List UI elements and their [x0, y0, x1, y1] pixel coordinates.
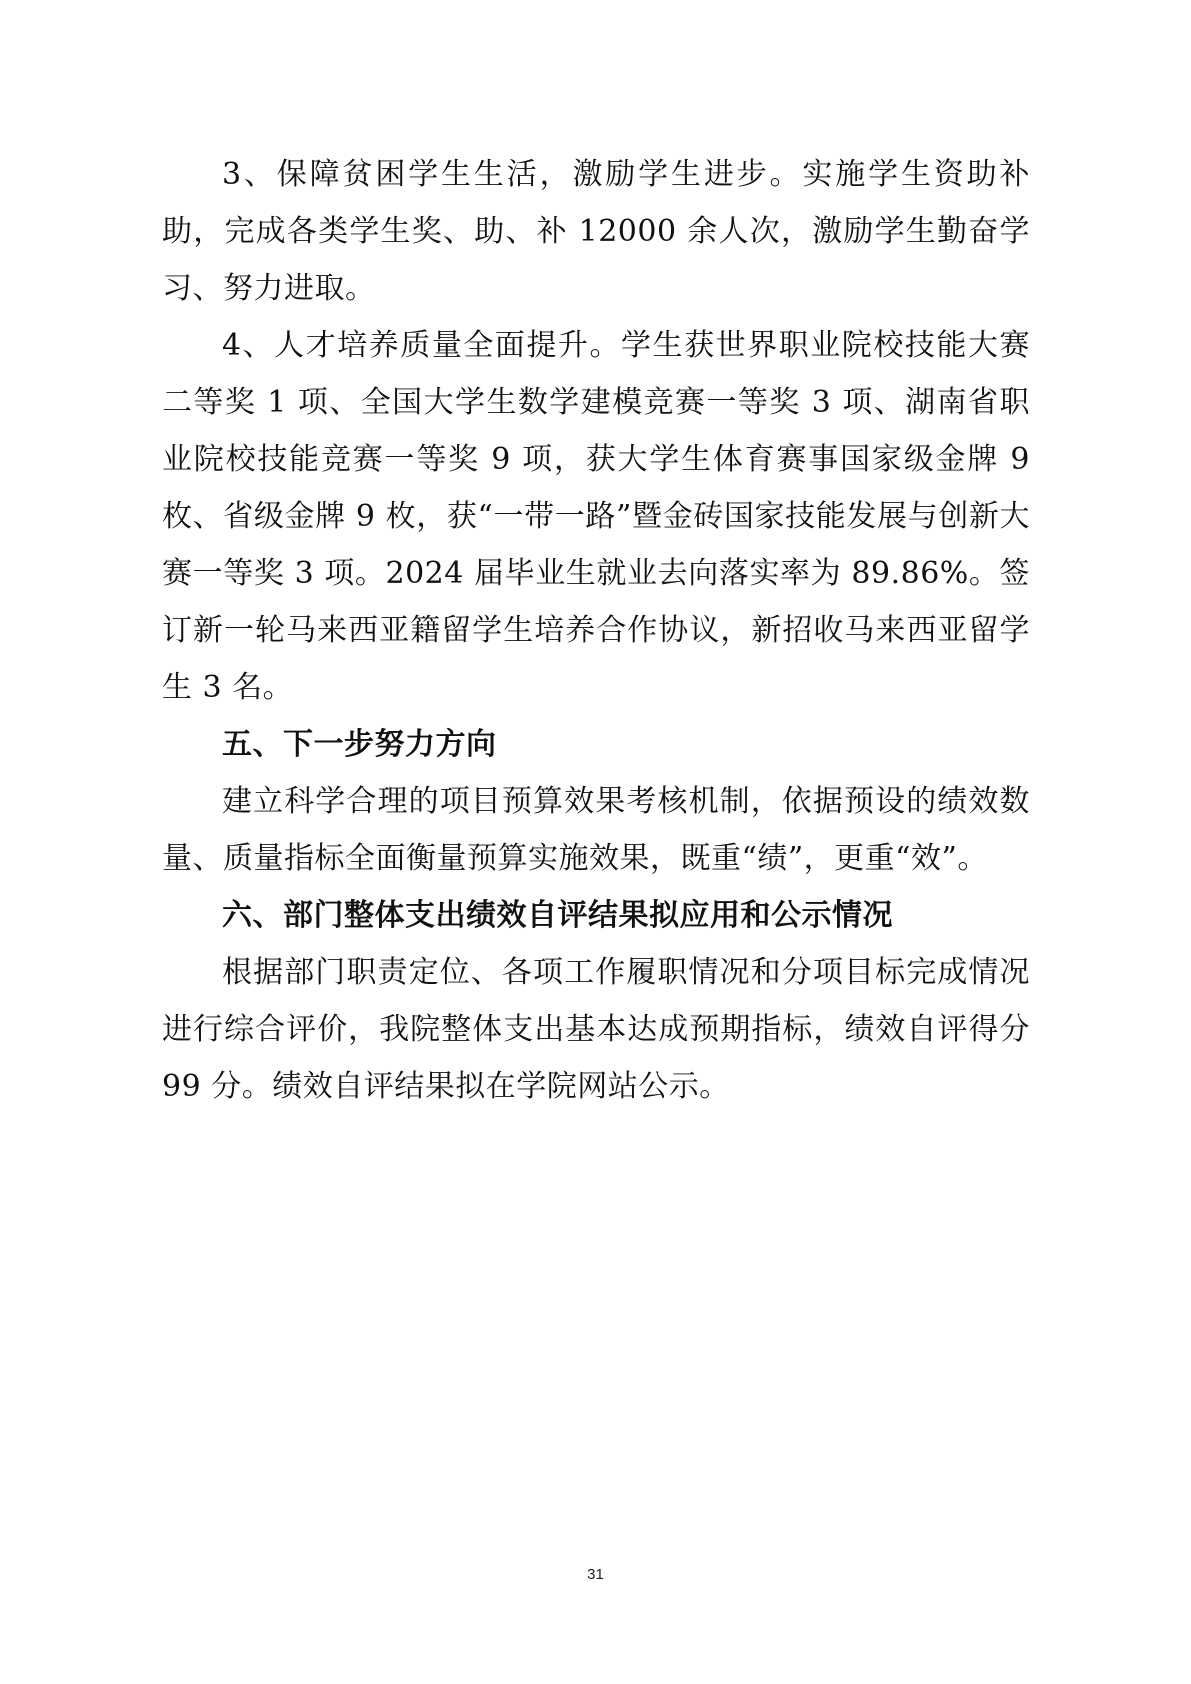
section-heading-next-steps: 五、下一步努力方向: [222, 727, 497, 762]
document-body: [162, 146, 1030, 1115]
paragraph-student-aid: 3、保障贫困学生生活，激励学生进步。实施学生资助补助，完成各类学生奖、助、补 12000 余人次，激励学生勤奋学习、努力进取。: [162, 157, 1030, 306]
paragraph-talent-cultivation: 4、人才培养质量全面提升。学生获世界职业院校技能大赛二等奖 1 项、全国大学生数学建模竞赛一等奖 3 项、湖南省职业院校技能竞赛一等奖 9 项，获大学生体育赛事国家级金牌 9 枚、省级金牌 9 枚，获“一带一路”暨金砖国家技能发展与创新大赛一等奖 3 项。2024 届毕业生就业去向落实率为 89.86%。签订新一轮马来西亚籍留学生培养合作协议，新招收马来西亚留学生 3 名。: [162, 328, 1030, 705]
section-heading-self-evaluation: 六、部门整体支出绩效自评结果拟应用和公示情况: [222, 898, 893, 933]
paragraph-self-evaluation: 根据部门职责定位、各项工作履职情况和分项目标完成情况进行综合评价，我院整体支出基本达成预期指标，绩效自评得分 99 分。绩效自评结果拟在学院网站公示。: [162, 955, 1030, 1104]
paragraph-next-steps: 建立科学合理的项目预算效果考核机制，依据预设的绩效数量、质量指标全面衡量预算实施效果，既重“绩”，更重“效”。: [162, 784, 1030, 876]
page-number: 31: [587, 1566, 604, 1583]
